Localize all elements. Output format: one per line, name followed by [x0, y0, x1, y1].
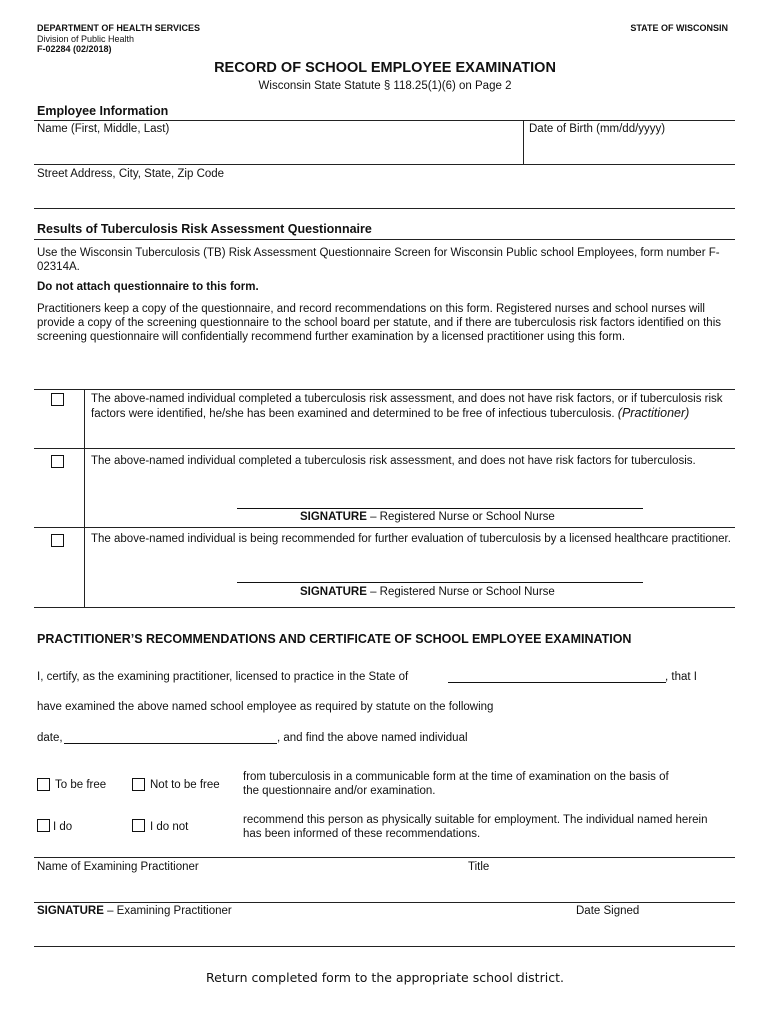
practitioner-tag: (Practitioner) [617, 406, 690, 420]
tb-results-heading: Results of Tuberculosis Risk Assessment Questionnaire [37, 222, 372, 236]
dob-label: Date of Birth (mm/dd/yyyy) [529, 123, 666, 135]
divider [34, 902, 735, 903]
state-label: STATE OF WISCONSIN [630, 23, 728, 33]
divider [34, 120, 735, 121]
nurse-signature-label-1: SIGNATURE – Registered Nurse or School Nurse [300, 511, 555, 523]
tb-practitioner-note: Practitioners keep a copy of the questionnaire, and record recommendations on this form. Registered nurses and school nurses will provide a copy of the screening questionnaire to the school board per statute, and if there are tuberculosis risk factors identified on this screening questionnaire will confidentially recommend further examination by a licensed practitioner using this form. [37, 303, 722, 343]
divider [34, 946, 735, 947]
certify-line-2: have examined the above named school employee as required by statute on the following [37, 701, 494, 713]
footer-note: Return completed form to the appropriate school district. [206, 970, 564, 985]
divider [34, 208, 735, 209]
i-do-not-checkbox[interactable] [132, 819, 145, 832]
not-to-be-free-label: Not to be free [150, 779, 220, 791]
option-further-eval-text: The above-named individual is being recommended for further evaluation of tuberculosis by a licensed healthcare practitioner. [91, 533, 731, 545]
department-name: DEPARTMENT OF HEALTH SERVICES [37, 23, 201, 33]
tb-instructions: Use the Wisconsin Tuberculosis (TB) Risk Assessment Questionnaire Screen for Wisconsin Public school Employees, form number F-02314A. [37, 247, 720, 273]
divider [34, 239, 735, 240]
to-be-free-checkbox[interactable] [37, 778, 50, 791]
practitioner-title-label: Title [468, 861, 490, 873]
nurse-signature-label-2: SIGNATURE – Registered Nurse or School Nurse [300, 586, 555, 598]
not-to-be-free-checkbox[interactable] [132, 778, 145, 791]
divider [523, 120, 524, 165]
practitioner-signature-label: SIGNATURE – Examining Practitioner [37, 905, 232, 917]
date-signed-label: Date Signed [576, 905, 640, 917]
recommend-statement: recommend this person as physically suitable for employment. The individual named herein has been informed of these recommendations. [243, 814, 708, 840]
certify-text: I, certify, as the examining practitioner, licensed to practice in the State of [37, 671, 409, 683]
divider [34, 607, 735, 608]
date-prefix: date, [37, 732, 63, 744]
i-do-checkbox[interactable] [37, 819, 50, 832]
tb-no-attach-note: Do not attach questionnaire to this form. [37, 281, 259, 293]
divider [34, 164, 735, 165]
nurse-signature-line-1[interactable] [237, 508, 643, 509]
divider [34, 527, 735, 528]
option-practitioner-text: The above-named individual completed a tuberculosis risk assessment, and does not have risk factors, or if tuberculosis risk factors were identified, he/she has been examined and determined to be free of infectious tuberculosis. (Practitioner) [91, 393, 723, 420]
statute-subtitle: Wisconsin State Statute § 118.25(1)(6) on Page 2 [258, 80, 512, 92]
address-label: Street Address, City, State, Zip Code [37, 168, 225, 180]
name-label: Name (First, Middle, Last) [37, 123, 170, 135]
nurse-signature-line-2[interactable] [237, 582, 643, 583]
header-block [37, 23, 200, 55]
division-name: Division of Public Health [37, 33, 135, 44]
practitioner-name-label: Name of Examining Practitioner [37, 861, 199, 873]
practitioner-title-field[interactable] [468, 878, 732, 900]
free-statement: from tuberculosis in a communicable form at the time of examination on the basis of the questionnaire and/or examination. [243, 771, 669, 797]
address-field[interactable] [37, 185, 731, 207]
divider [84, 389, 85, 608]
option-further-eval-checkbox[interactable] [51, 534, 64, 547]
i-do-not-label: I do not [150, 821, 189, 833]
date-signed-field[interactable] [576, 922, 730, 944]
form-title: RECORD OF SCHOOL EMPLOYEE EXAMINATION [214, 60, 556, 76]
exam-date-field[interactable] [66, 728, 278, 746]
practitioner-heading: PRACTITIONER’S RECOMMENDATIONS AND CERTIFICATE OF SCHOOL EMPLOYEE EXAMINATION [37, 632, 632, 646]
option-no-risk-text: The above-named individual completed a tuberculosis risk assessment, and does not have risk factors for tuberculosis. [91, 455, 696, 467]
employee-info-heading: Employee Information [37, 104, 169, 118]
to-be-free-label: To be free [55, 779, 107, 791]
option-no-risk-checkbox[interactable] [51, 455, 64, 468]
dob-field[interactable] [529, 140, 733, 162]
divider [34, 857, 735, 858]
practitioner-name-field[interactable] [37, 878, 461, 900]
divider [34, 448, 735, 449]
practitioner-signature-field[interactable] [37, 922, 561, 944]
certify-text-end: , that I [665, 671, 697, 683]
form-number: F-02284 (02/2018) [37, 44, 112, 54]
option-practitioner-checkbox[interactable] [51, 393, 64, 406]
state-field[interactable] [450, 667, 668, 685]
name-field[interactable] [37, 140, 521, 162]
date-suffix: , and find the above named individual [277, 732, 468, 744]
divider [34, 389, 735, 390]
i-do-label: I do [53, 821, 73, 833]
